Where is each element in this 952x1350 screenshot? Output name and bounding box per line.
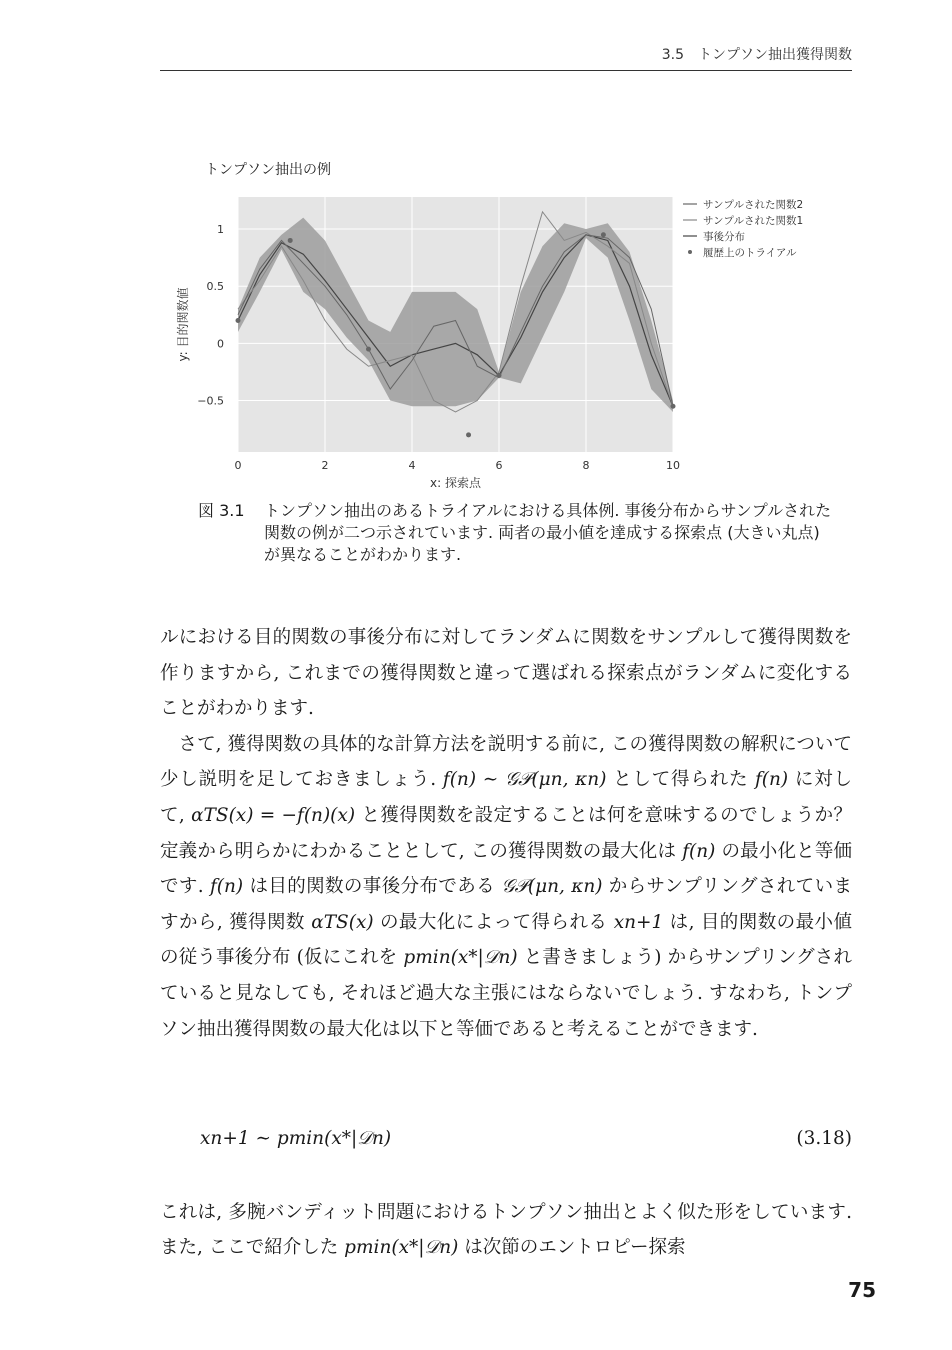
text-run: の最大化によって得られる — [379, 911, 608, 933]
body-text — [160, 620, 852, 1047]
text-run: さて, 獲得関数の具体的な計算方法を説明する前に, この獲得関数の解釈について少し説明を足しておきましょう. — [160, 733, 852, 791]
text-run: と書きましょう) からサンプリングされていると見なしても, それほど過大な主張にはならないでしょう. すなわち, トンプソン抽出獲得関数の最大化は以下と等価であると考えることができます. — [160, 947, 852, 1040]
math-inline: pmin(x*|𝒟n) — [403, 947, 518, 969]
text-run: からサンプリングされていますから, 獲得関数 — [160, 876, 852, 933]
trial-point — [601, 232, 606, 237]
chart — [165, 150, 825, 495]
x-tick-label: 2 — [321, 459, 329, 472]
page-number: 75 — [848, 1278, 876, 1302]
y-tick-label: −0.5 — [197, 394, 224, 408]
text-run: と獲得関数を設定することは何を意味するのでしょうか？ 定義から明らかにわかることとして, この獲得関数の最大化は — [160, 804, 853, 862]
math-inline: f(n) — [754, 769, 789, 791]
legend-entry: 事後分布 — [703, 231, 745, 243]
x-tick-label: 6 — [495, 459, 503, 472]
equation-3-18 — [160, 1122, 852, 1158]
thompson-sampling-figure — [165, 150, 825, 495]
math-inline: αTS(x) — [311, 911, 374, 933]
equation-body: xn+1 ∼ pmin(x*|𝒟n) — [200, 1128, 392, 1149]
text-run: これは, 多腕バンディット問題におけるトンプソン抽出とよく似た形をしています. また, ここで紹介した — [160, 1201, 852, 1259]
math-inline: xn+1 — [613, 911, 664, 933]
text-run: は, 目的関数の最小値の従う事後分布 (仮にこれを — [160, 911, 852, 969]
running-header: 3.5 トンプソン抽出獲得関数 — [160, 44, 852, 71]
legend-entry: サンプルされた関数2 — [703, 199, 804, 211]
trial-point — [671, 404, 676, 409]
trial-point — [366, 347, 371, 352]
x-tick-label: 4 — [408, 459, 416, 472]
legend-entry: サンプルされた関数1 — [703, 215, 804, 227]
caption-number: 図 3.1 — [198, 501, 245, 520]
trial-point — [236, 318, 241, 323]
legend-swatch — [688, 250, 692, 254]
x-tick-label: 10 — [666, 459, 680, 472]
y-tick-label: 1 — [217, 223, 224, 237]
caption-text: トンプソン抽出のあるトライアルにおける具体例. 事後分布からサンプルされた関数の例が二つ示されています. 両者の最小値を達成する探索点 (大きい丸点) が異なることがわかります. — [264, 501, 832, 564]
x-tick-label: 0 — [234, 459, 242, 472]
y-tick-label: 0.5 — [206, 280, 224, 294]
paragraph-3 — [160, 1195, 852, 1266]
math-inline: αTS(x) = −f(n)(x) — [191, 804, 356, 826]
trial-point — [288, 238, 293, 243]
math-inline: f(n) — [682, 840, 716, 862]
text-run: の最小化と等価です. — [160, 840, 852, 898]
text-run: は次節のエントロピー探索 — [464, 1237, 686, 1259]
equation-number: (3.18) — [796, 1128, 852, 1149]
math-inline: f(n) — [209, 876, 244, 898]
text-run: に対して, — [160, 769, 852, 826]
math-inline: f(n) ∼ 𝒢𝒫(μn, κn) — [442, 769, 607, 791]
math-inline: 𝒢𝒫(μn, κn) — [501, 876, 603, 898]
math-inline: pmin(x*|𝒟n) — [344, 1237, 459, 1259]
y-tick-label: 0 — [217, 337, 224, 351]
text-run: として得られた — [613, 769, 749, 791]
x-tick-label: 8 — [582, 459, 590, 472]
y-axis-label: y: 目的関数値 — [176, 287, 190, 362]
legend-entry: 履歴上のトライアル — [703, 247, 797, 259]
trial-point — [497, 373, 502, 378]
text-run: は目的関数の事後分布である — [249, 876, 496, 898]
paragraph-2 — [160, 727, 852, 1047]
trial-point — [466, 432, 471, 437]
chart-title: トンプソン抽出の例 — [205, 162, 331, 178]
paragraph-1: ルにおける目的関数の事後分布に対してランダムに関数をサンプルして獲得関数を作りますから, これまでの獲得関数と違って選ばれる探索点がランダムに変化することがわかります. — [160, 627, 852, 720]
body-text-continued — [160, 1176, 852, 1284]
x-axis-label: x: 探索点 — [430, 476, 481, 490]
figure-caption — [198, 500, 838, 566]
